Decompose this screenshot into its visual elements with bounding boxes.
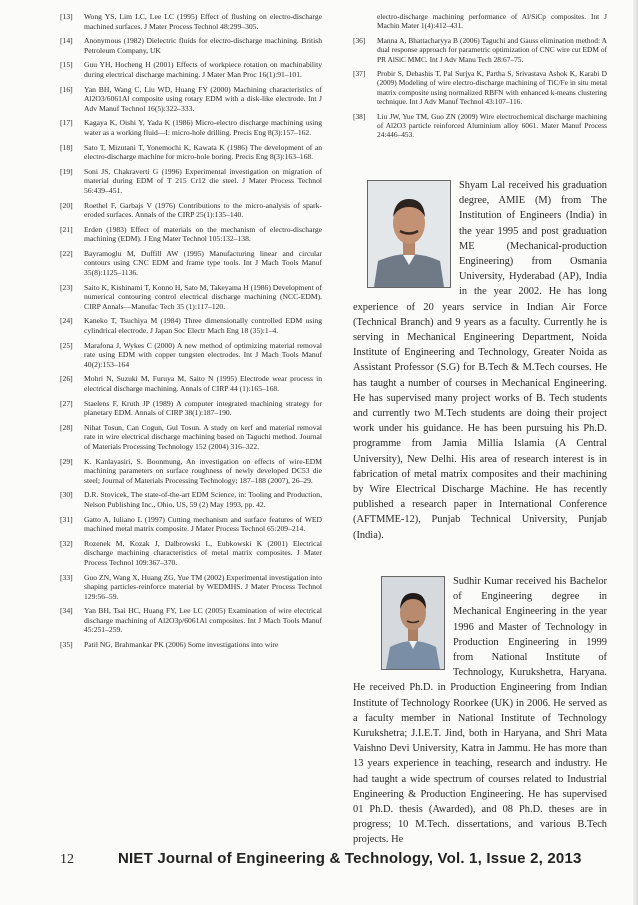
reference-number: [23] [60,282,73,292]
reference-number: [24] [60,316,73,326]
reference-item [353,12,607,31]
reference-item [60,36,322,55]
reference-number: [25] [60,340,73,350]
reference-text: Anonymous (1982) Dielectric fluids for electro-discharge machining. British Petroleum Company, UK [84,36,322,55]
reference-text: Soni JS, Chakraverti G (1996) Experimental investigation on migration of material during EDM of T 215 Cr12 die steel. J Mater Process Technol 56:439–451. [84,166,322,195]
reference-number: [20] [60,200,73,210]
reference-item [60,374,322,393]
reference-item [60,515,322,534]
reference-text: D.R. Stovicek, The state-of-the-art EDM Science, in: Tooling and Production, Nelson Publishing Inc., Ohio, US, 59 (2) May 1993, pp. 42. [84,490,322,509]
reference-item [60,490,322,509]
page-footer [0,846,638,876]
references-column-left [60,12,322,655]
reference-text: Kaneko T, Tsuchiya M (1984) Three dimensionally controlled EDM using cylindrical electrode. J Japan Soc Electr Mach Eng 18 (35):1–4. [84,316,322,336]
reference-text: Patil NG, Brahmankar PK (2006) Some investigations into wire [84,640,279,650]
reference-number: [21] [60,224,73,234]
reference-text: Sato T, Mizutani T, Yonemochi K, Kawata K (1986) The development of an electro-discharge machine for micro-hole boring. Precis Eng 8(3):163–168. [84,142,322,162]
reference-text: Yan BH, Tsai HC, Huang FY, Lee LC (2005) Examination of wire electrical discharge machining of Al2O3p/6061Al composites. Int J Mach Tools Manuf 45:251–259. [84,606,322,635]
reference-item [60,341,322,370]
reference-item [60,573,322,602]
reference-item [60,606,322,635]
reference-text: Guo ZN, Wang X, Huang ZG, Yue TM (2002) Experimental investigation into shaping particles-reinforce material by WEDMHS. J Mater Process Technol 129:56–59. [84,572,322,601]
reference-number: [28] [60,422,73,432]
author-bio-sudhir-kumar [353,574,607,848]
reference-number: [29] [60,456,73,466]
reference-text: Staelens F, Kruth JP (1989) A computer integrated machining strategy for planetary EDM. Annals of CIRP 38(1):187–190. [84,398,322,418]
journal-title: NIET Journal of Engineering & Technology, Vol. 1, Issue 2, 2013 [118,850,582,867]
reference-text: Kagaya K, Oishi Y, Yada K (1986) Micro-electro discharge machining using water as a working fluid—I: micro-hole drilling. Precis Eng 8(3):157–162. [84,118,322,137]
reference-item [60,283,322,312]
reference-item [353,36,607,64]
reference-number: [36] [353,35,366,45]
reference-text: Roethel F, Garbajs V (1976) Contributions to the micro-analysis of spark-eroded surfaces. Annals of the CIRP 25(1):135–140. [84,200,322,220]
reference-item [60,167,322,196]
reference-text: Saito K, Kishinami T, Konno H, Sato M, Takeyama H (1986) Development of numerical contouring control electrical discharge machining (NCC-EDM). CIRP Annals—Manufac Tech 35 (1):117–120. [84,282,322,311]
author-photo-sudhir-kumar [381,576,445,670]
author-name: Shyam Lal [459,180,506,191]
reference-number: [34] [60,606,73,616]
reference-text: Probir S, Debashis T, Pal Surjya K, Partha S, Srivastava Ashok K, Karabi D (2009) Modeling of wire electro-discharge machining of TiC/Fe in situ metal matrix composite using normalized RBFN with enhanced k-means clustering technique. Int J Adv Manuf Technol 43:107–116. [377,69,607,107]
reference-text: Rozenek M, Kozak J, Dalbrowski L, Eubkowski K (2001) Electrical discharge machining characteristics of metal matrix composites. J Mater Process Technol 109:367–370. [84,538,322,567]
reference-item [60,118,322,137]
reference-text: Bayramoglu M, Duffill AW (1995) Manufacturing linear and circular contours using CNC EDM and frame type tools. Int J Mach Tools Manuf 35(8):1125–1136. [84,248,322,278]
reference-text: Guu YH, Hocheng H (2001) Effects of workpiece rotation on machinability during electrical discharge machining. J Mater Man Proc 16(1):91–101. [84,60,322,79]
reference-number: [38] [353,111,366,121]
reference-item [60,143,322,162]
references-column-right [353,12,607,145]
reference-number: [30] [60,490,73,500]
reference-item [60,201,322,220]
portrait-icon [382,577,444,669]
reference-text: Nihat Tosun, Can Cogun, Gul Tosun. A study on kerf and material removal rate in wire electrical discharge machining based on Taguchi method. Journal of Materials Processing Technology 152 (2004) 316–322. [84,422,322,451]
reference-item [60,225,322,244]
reference-text: Marafona J, Wykes C (2000) A new method of optimizing material removal rate using EDM with copper tungsten electrodes. Int J Mach Tools Manuf 40(2):153–164 [84,340,322,369]
reference-number: [33] [60,572,73,582]
reference-text: K. Kanlayasiri, S. Boonmung, An investigation on effects of wire-EDM machining parameters on surface roughness of newly developed DC53 die steel; Journal of Materials Processing Technology; 187–188 (2007), 26–29. [84,456,322,485]
reference-text: Liu JW, Yue TM, Guo ZN (2009) Wire electrochemical discharge machining of Al2O3 particle reinforced Aluminium alloy 6061. Mater Manuf Process 24:446–453. [377,111,607,140]
reference-item [60,85,322,114]
reference-item [60,60,322,79]
reference-number: [26] [60,374,73,384]
reference-text: Wong YS, Lim LC, Lee LC (1995) Effect of flushing on electro-discharge machined surfaces. J Mater Process Technol 48:299–305. [84,12,322,31]
reference-number: [14] [60,36,73,46]
reference-number: [27] [60,398,73,408]
reference-number: [15] [60,60,73,70]
author-bio-text: received his Bachelor of Engineering degree in Mechanical Engineering in the year 1996 and Master of Technology in Production Engineering in 1999 from National Institute of Technology, Kurukshetra, Haryana. He received Ph.D. in Production Engineering from Indian Institute of Technology Roorkee (UK) in 2006. He served as a faculty member in National Institute of Technology Kurukshetra; J.I.E.T. Jind, both in Haryana, and Shri Mata Vaishno Devi University, Katra in Jammu. He has more than 13 years experience in teaching, research and industry. He had taught a wide spectrum of courses related to Industrial Engineering & Production Engineering. He has supervised 01 Ph.D. thesis (Awarded), and 08 Ph.D. theses are in progress; 10 M.Tech. dissertations, and various B.Tech projects. He [353,576,607,846]
author-photo-shyam-lal [367,180,451,288]
reference-text: Manna A, Bhattacharyya B (2006) Taguchi and Gauss elimination method: A dual response approach for parametric optimization of CNC wire cut EDM of PR AlSiC MMC. Int J Adv Manu Tech 28:67–75. [377,35,607,64]
reference-number: [31] [60,514,73,524]
reference-number: [19] [60,166,73,176]
reference-text: Erden (1983) Effect of materials on the mechanism of electro-discharge machining (EDM). J Eng Mater Technol 105:132–138. [84,224,322,244]
reference-item [60,539,322,568]
reference-item [353,69,607,107]
page-edge [633,0,638,905]
reference-text: Gatto A, Iuliano L (1997) Cutting mechanism and surface features of WED machined metal matrix composite. J Mater Process Technol 65:209–214. [84,514,322,534]
page-number: 12 [60,852,74,867]
reference-number: [35] [60,640,73,650]
reference-item [60,12,322,31]
reference-number: [32] [60,538,73,548]
reference-item [60,249,322,278]
author-bio-shyam-lal [353,178,607,543]
reference-item [60,457,322,486]
reference-text: electro-discharge machining performance of Al/SiCp composites. Int J Machin Mater 1(4):412–431. [377,12,607,31]
reference-number: [37] [353,69,366,79]
reference-number: [16] [60,84,73,94]
reference-text: Yan BH, Wang C, Liu WD, Huang FY (2000) Machining characteristics of Al2O3/6061Al composite using rotary EDM with a disk-like electrode. Int J Adv Manuf Technol 16(5):322–333. [84,84,322,113]
reference-number: [17] [60,118,73,128]
portrait-icon [368,181,450,287]
reference-item [60,423,322,452]
reference-item [60,316,322,335]
reference-number: [22] [60,248,73,258]
reference-item [60,640,322,650]
reference-item [353,112,607,140]
author-bio-text: received his graduation degree, AMIE (M) from The Institution of Engineers (India) in the year 1995 and post graduation ME (Mechanical-production Engineering) from Osmania University, Hyderabad (AP), India in the year 2002. He has long experience of 20 years service in Indian Air Force (Technical Branch) and 9 years as a faculty. Currently he is serving in Mechanical Engineering Department, Noida Institute of Engineering and Technology, Greater Noida as Assistant Professor (S.G) for B.Tech & M.Tech courses. He has taught a number of courses in Mechanical Engineering. He has supervised many project works of B. Tech students and currently two M.Tech students are doing their project work under his guidance. He has been pursuing his Ph.D. programme from Jamia Millia Islamia (A Central University), New Delhi. His area of research interest is in fabrication of metal matrix composites and their machining by Wire Electrical Discharge Machine. He has recently published a research paper in International Conference (AFTMME-12), Punjab Technical University, Punjab (India). [353,180,607,541]
reference-number: [13] [60,12,73,21]
reference-item [60,399,322,418]
author-name: Sudhir Kumar [453,576,513,587]
reference-number: [18] [60,142,73,152]
reference-text: Mohri N, Suzuki M, Furuya M, Saito N (1995) Electrode wear process in electrical discharge machining. Annals of CIRP 44 (1):165–168. [84,374,322,393]
